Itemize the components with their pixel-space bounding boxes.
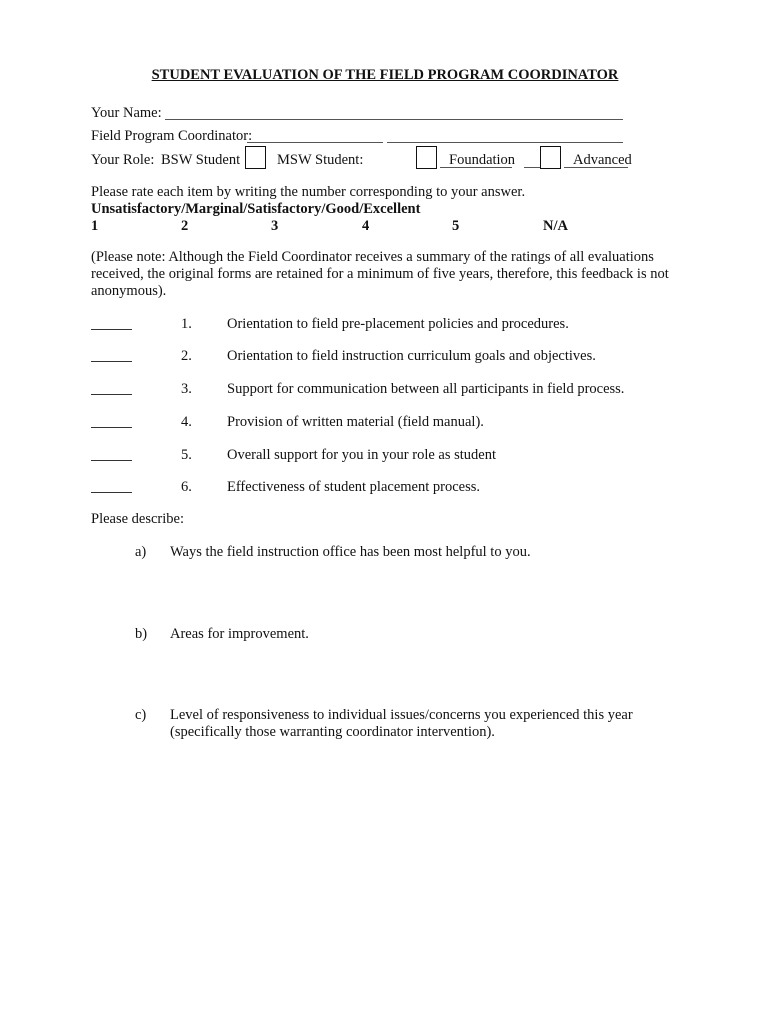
describe-text-b: Areas for improvement. [170,626,309,642]
note-line-2: received, the original forms are retained for a minimum of five years, therefore, this feedback is not [91,266,669,282]
item-text-3: Support for communication between all participants in field process. [227,381,625,397]
advanced-lead-underline [524,167,540,168]
scale-value-na: N/A [543,218,568,234]
scale-value-3: 3 [271,218,279,234]
rating-blank-6[interactable] [91,492,132,493]
advanced-label: Advanced [573,152,632,168]
item-number-1: 1. [181,316,192,332]
item-text-2: Orientation to field instruction curriculum goals and objectives. [227,348,596,364]
role-label: Your Role: [91,152,155,168]
item-text-6: Effectiveness of student placement process. [227,479,480,495]
item-number-6: 6. [181,479,192,495]
scale-value-5: 5 [452,218,460,234]
item-number-4: 4. [181,414,192,430]
scale-value-4: 4 [362,218,370,234]
note-line-1: (Please note: Although the Field Coordinator receives a summary of the ratings of all evaluations [91,249,654,265]
msw-label: MSW Student: [277,152,364,168]
note-line-3: anonymous). [91,283,167,299]
advanced-checkbox[interactable] [540,146,561,169]
rating-blank-1[interactable] [91,329,132,330]
item-number-3: 3. [181,381,192,397]
scale-value-1: 1 [91,218,99,234]
bsw-checkbox[interactable] [245,146,266,169]
your-name-label: Your Name: [91,105,162,121]
rating-blank-3[interactable] [91,394,132,395]
coordinator-label: Field Program Coordinator: [91,128,253,144]
describe-label: Please describe: [91,511,185,527]
describe-text-a: Ways the field instruction office has been most helpful to you. [170,544,531,560]
rating-blank-5[interactable] [91,460,132,461]
describe-text-c-line-1: Level of responsiveness to individual issues/concerns you experienced this year [170,707,633,723]
describe-text-c-line-2: (specifically those warranting coordinator intervention). [170,724,495,740]
describe-letter-c: c) [135,707,147,723]
form-title: STUDENT EVALUATION OF THE FIELD PROGRAM COORDINATOR [151,67,619,83]
rating-blank-4[interactable] [91,427,132,428]
item-text-1: Orientation to field pre-placement policies and procedures. [227,316,569,332]
coordinator-field-1[interactable] [247,142,383,143]
foundation-checkbox[interactable] [416,146,437,169]
your-name-field[interactable] [165,119,623,120]
describe-letter-a: a) [135,544,147,560]
item-text-4: Provision of written material (field manual). [227,414,484,430]
scale-value-2: 2 [181,218,189,234]
coordinator-field-2[interactable] [387,142,623,143]
foundation-label: Foundation [449,152,516,168]
instructions: Please rate each item by writing the number corresponding to your answer. [91,184,526,200]
item-number-2: 2. [181,348,192,364]
describe-letter-b: b) [135,626,148,642]
bsw-label: BSW Student [161,152,241,168]
item-number-5: 5. [181,447,192,463]
item-text-5: Overall support for you in your role as student [227,447,497,463]
rating-blank-2[interactable] [91,361,132,362]
scale-heading: Unsatisfactory/Marginal/Satisfactory/Good/Excellent [91,201,421,217]
